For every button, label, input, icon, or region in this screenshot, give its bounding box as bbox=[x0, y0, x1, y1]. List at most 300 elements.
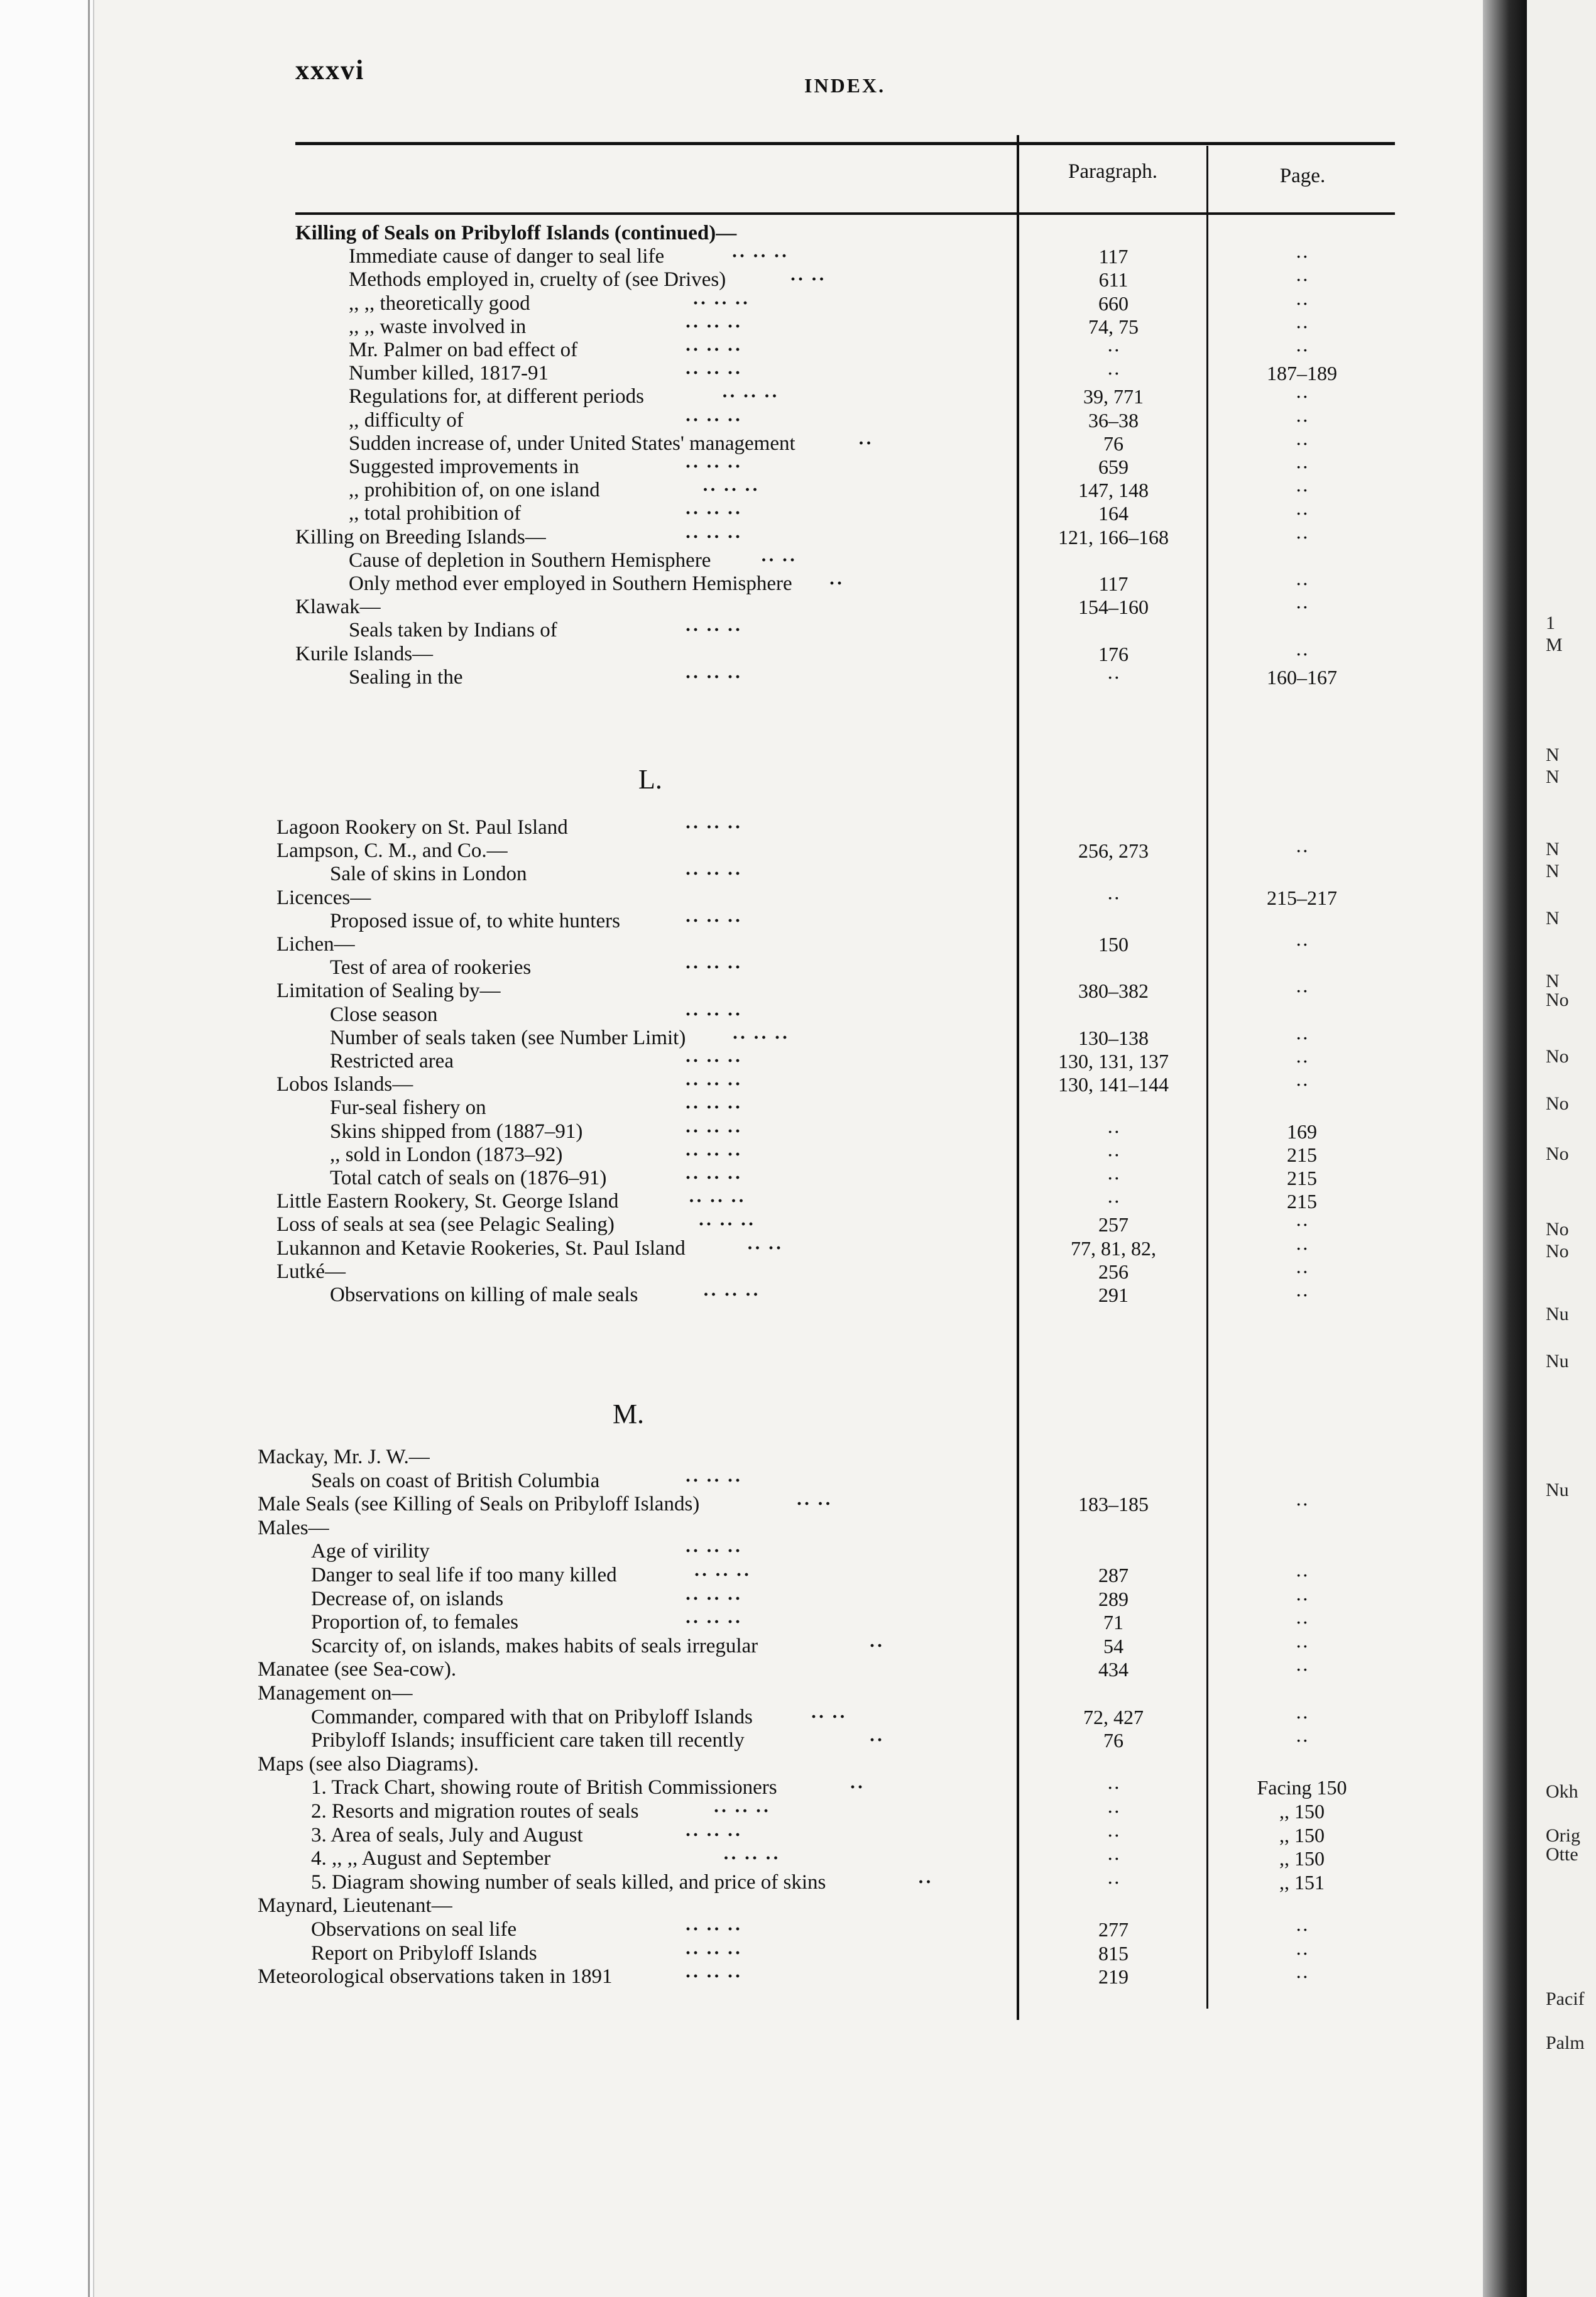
page-reference: Facing 150 bbox=[1257, 1776, 1347, 1799]
index-entry bbox=[0, 1213, 1483, 1236]
page-reference: ·· bbox=[1295, 1611, 1309, 1634]
facing-page-fragment: N bbox=[1546, 767, 1560, 787]
index-entry bbox=[0, 1870, 1483, 1894]
index-entry bbox=[0, 1563, 1483, 1587]
page-reference: 160–167 bbox=[1267, 665, 1337, 689]
entry-heading: Lagoon Rookery on St. Paul Island bbox=[276, 816, 568, 839]
paragraph-column-header: Paragraph. bbox=[1068, 160, 1158, 183]
index-entry bbox=[0, 1260, 1483, 1284]
index-entry bbox=[0, 642, 1483, 666]
index-entry bbox=[0, 1752, 1483, 1776]
leader-dots: ·· ·· ·· bbox=[731, 246, 789, 267]
paragraph-reference: ·· bbox=[1107, 1800, 1120, 1823]
index-entry bbox=[0, 292, 1483, 315]
paragraph-reference: ·· bbox=[1107, 1190, 1120, 1213]
entry-heading: Mackay, Mr. J. W.— bbox=[258, 1446, 430, 1468]
paragraph-reference: 76 bbox=[1103, 432, 1123, 455]
section-letter-l: L. bbox=[638, 764, 662, 795]
page-reference: 187–189 bbox=[1267, 362, 1337, 385]
entry-heading: Maps (see also Diagrams). bbox=[258, 1752, 479, 1776]
facing-page-fragment: Nu bbox=[1546, 1304, 1569, 1324]
page-reference: ·· bbox=[1295, 1236, 1309, 1260]
index-entry bbox=[0, 1026, 1483, 1050]
index-entry bbox=[0, 1894, 1483, 1918]
entry-heading: Observations on seal life bbox=[311, 1918, 517, 1941]
leader-dots: ·· ·· ·· bbox=[685, 339, 743, 360]
section-letter-m: M. bbox=[612, 1399, 645, 1429]
entry-heading: Restricted area bbox=[330, 1050, 454, 1072]
leader-dots: ·· ·· ·· bbox=[685, 363, 743, 384]
paragraph-reference: 77, 81, 82, bbox=[1071, 1236, 1156, 1260]
page-reference: ·· bbox=[1295, 432, 1309, 455]
page-reference: ·· bbox=[1295, 572, 1309, 595]
facing-page-fragment: No bbox=[1546, 1046, 1569, 1067]
index-entry bbox=[0, 572, 1483, 596]
paragraph-reference: 257 bbox=[1098, 1213, 1129, 1236]
paragraph-reference: 380–382 bbox=[1078, 979, 1149, 1003]
page-reference: ·· bbox=[1295, 979, 1309, 1003]
index-entry bbox=[0, 315, 1483, 339]
paragraph-reference: 76 bbox=[1103, 1729, 1123, 1752]
paragraph-reference: 117 bbox=[1098, 572, 1129, 595]
page-reference: ·· bbox=[1295, 1705, 1309, 1728]
index-entry bbox=[0, 385, 1483, 408]
entry-heading: Suggested improvements in bbox=[349, 456, 579, 478]
facing-page-fragment: Nu bbox=[1546, 1480, 1569, 1500]
paragraph-reference: ·· bbox=[1107, 1823, 1120, 1847]
page-reference: ·· bbox=[1295, 1634, 1309, 1657]
index-entry bbox=[0, 1049, 1483, 1073]
page-reference: ,, 150 bbox=[1279, 1823, 1325, 1847]
leader-dots: ·· ·· ·· bbox=[685, 1074, 743, 1095]
entry-heading: Proportion of, to females bbox=[311, 1611, 518, 1634]
page-reference: ·· bbox=[1295, 1918, 1309, 1941]
page-title: INDEX. bbox=[804, 74, 886, 97]
entry-heading: Sealing in the bbox=[349, 665, 463, 689]
facing-page-fragment: Nu bbox=[1546, 1351, 1569, 1372]
entry-heading: ,, sold in London (1873–92) bbox=[330, 1143, 563, 1166]
entry-heading: Kurile Islands— bbox=[295, 642, 434, 665]
index-entry bbox=[0, 525, 1483, 549]
entry-heading: Lichen— bbox=[276, 933, 355, 956]
leader-dots: ·· ·· ·· bbox=[685, 1120, 743, 1142]
paragraph-reference: 611 bbox=[1098, 268, 1129, 292]
entry-heading: Killing of Seals on Pribyloff Islands (continued)— bbox=[295, 222, 737, 244]
page-reference: ·· bbox=[1295, 339, 1309, 361]
paragraph-reference: ·· bbox=[1107, 362, 1120, 385]
facing-page-fragment: No bbox=[1546, 1093, 1569, 1114]
entry-heading: Seals on coast of British Columbia bbox=[311, 1469, 600, 1492]
entry-heading: Mr. Palmer on bad effect of bbox=[349, 339, 578, 361]
entry-heading: Pribyloff Islands; insufficient care taken till recently bbox=[311, 1729, 745, 1752]
entry-heading: Meteorological observations taken in 1891 bbox=[258, 1965, 613, 1989]
entry-heading: Maynard, Lieutenant— bbox=[258, 1894, 452, 1918]
index-entry bbox=[0, 1610, 1483, 1634]
leader-dots: ·· ·· ·· bbox=[685, 456, 743, 477]
paragraph-reference: 130, 141–144 bbox=[1058, 1073, 1169, 1096]
paragraph-reference: 256, 273 bbox=[1078, 839, 1149, 863]
page-reference: ·· bbox=[1295, 385, 1309, 408]
top-rule bbox=[295, 142, 1395, 145]
entry-heading: Seals taken by Indians of bbox=[349, 619, 557, 642]
index-entry bbox=[0, 862, 1483, 886]
entry-heading: ,, ,, waste involved in bbox=[349, 315, 527, 338]
entry-heading: Report on Pribyloff Islands bbox=[311, 1941, 537, 1965]
page-reference: ,, 151 bbox=[1279, 1870, 1325, 1894]
paragraph-reference: 256 bbox=[1098, 1260, 1129, 1283]
leader-dots: ·· bbox=[869, 1730, 885, 1751]
facing-page-fragment: Palm bbox=[1546, 2032, 1585, 2053]
index-entry bbox=[0, 1469, 1483, 1493]
entry-heading: Klawak— bbox=[295, 596, 381, 619]
index-entry bbox=[0, 1728, 1483, 1752]
page-reference: ·· bbox=[1295, 479, 1309, 502]
page-reference: ·· bbox=[1295, 933, 1309, 956]
leader-dots: ·· ·· ·· bbox=[685, 1050, 743, 1071]
facing-page-fragment: No bbox=[1546, 1219, 1569, 1240]
index-entry bbox=[0, 1236, 1483, 1260]
paragraph-reference: 434 bbox=[1098, 1658, 1129, 1681]
entry-heading: Total catch of seals on (1876–91) bbox=[330, 1167, 607, 1189]
paragraph-reference: 54 bbox=[1103, 1634, 1123, 1657]
page-reference: ·· bbox=[1295, 502, 1309, 525]
leader-dots: ·· ·· ·· bbox=[685, 1588, 743, 1609]
leader-dots: ·· ·· ·· bbox=[685, 503, 743, 524]
paragraph-reference: 183–185 bbox=[1078, 1493, 1149, 1516]
page-reference: ·· bbox=[1295, 1965, 1309, 1989]
entry-heading: Killing on Breeding Islands— bbox=[295, 525, 546, 548]
page-reference: ·· bbox=[1295, 456, 1309, 478]
paragraph-reference: 150 bbox=[1098, 933, 1129, 956]
paragraph-reference: ·· bbox=[1107, 1870, 1120, 1894]
index-entry bbox=[0, 979, 1483, 1003]
paragraph-reference: 72, 427 bbox=[1083, 1705, 1144, 1728]
leader-dots: ·· ·· ·· bbox=[721, 386, 779, 407]
index-entry bbox=[0, 932, 1483, 956]
leader-dots: ·· ·· ·· bbox=[685, 910, 743, 931]
entry-heading: Scarcity of, on islands, makes habits of seals irregular bbox=[311, 1634, 758, 1657]
entry-heading: Little Eastern Rookery, St. George Island bbox=[276, 1190, 619, 1213]
entry-heading: Regulations for, at different periods bbox=[349, 385, 645, 408]
leader-dots: ·· ·· bbox=[760, 549, 797, 570]
entry-heading: 1. Track Chart, showing route of British Commissioners bbox=[311, 1776, 777, 1799]
index-entry bbox=[0, 909, 1483, 933]
entry-heading: Number of seals taken (see Number Limit) bbox=[330, 1026, 686, 1049]
leader-dots: ·· bbox=[850, 1777, 865, 1798]
entry-heading: Lobos Islands— bbox=[276, 1073, 413, 1096]
index-entry bbox=[0, 1539, 1483, 1563]
paragraph-reference: 815 bbox=[1098, 1941, 1129, 1965]
paragraph-reference: 117 bbox=[1098, 245, 1129, 268]
index-entry bbox=[0, 1096, 1483, 1120]
leader-dots: ·· bbox=[917, 1871, 933, 1892]
page-reference: ·· bbox=[1295, 596, 1309, 619]
page-reference: ·· bbox=[1295, 315, 1309, 338]
paragraph-reference: 277 bbox=[1098, 1918, 1129, 1941]
entry-heading: Skins shipped from (1887–91) bbox=[330, 1120, 583, 1143]
leader-dots: ·· ·· ·· bbox=[685, 526, 743, 547]
index-entry bbox=[0, 1143, 1483, 1167]
leader-dots: ·· ·· ·· bbox=[702, 479, 760, 501]
leader-dots: ·· ·· ·· bbox=[685, 1470, 743, 1491]
paragraph-reference: 36–38 bbox=[1088, 408, 1139, 432]
paragraph-reference: 121, 166–168 bbox=[1058, 525, 1169, 548]
index-entry bbox=[0, 1516, 1483, 1540]
leader-dots: ·· ·· ·· bbox=[732, 1027, 790, 1048]
facing-page-fragment: M bbox=[1546, 635, 1563, 655]
entry-heading: 4. ,, ,, August and September bbox=[311, 1847, 551, 1870]
header-rule bbox=[295, 212, 1395, 215]
page-reference: ·· bbox=[1295, 1587, 1309, 1610]
index-entry bbox=[0, 1445, 1483, 1469]
paragraph-reference: ·· bbox=[1107, 1143, 1120, 1166]
index-entry bbox=[0, 816, 1483, 839]
paragraph-reference: 154–160 bbox=[1078, 596, 1149, 619]
facing-page-fragment: N bbox=[1546, 839, 1560, 859]
entry-heading: Lukannon and Ketavie Rookeries, St. Paul Island bbox=[276, 1236, 686, 1260]
entry-heading: Commander, compared with that on Pribyloff Islands bbox=[311, 1705, 753, 1728]
entry-heading: Methods employed in, cruelty of (see Drives) bbox=[349, 268, 726, 292]
index-entry bbox=[0, 361, 1483, 385]
entry-heading: Limitation of Sealing by— bbox=[276, 979, 501, 1003]
entry-heading: Sale of skins in London bbox=[330, 863, 527, 886]
page-reference: ·· bbox=[1295, 1050, 1309, 1072]
entry-heading: Fur-seal fishery on bbox=[330, 1096, 486, 1120]
facing-page-fragment: No bbox=[1546, 990, 1569, 1010]
leader-dots: ·· ·· ·· bbox=[685, 1143, 743, 1165]
entry-heading: Test of area of rookeries bbox=[330, 956, 532, 979]
facing-page-fragment: N bbox=[1546, 971, 1560, 991]
index-entry bbox=[0, 886, 1483, 910]
paragraph-reference: 289 bbox=[1098, 1587, 1129, 1610]
paragraph-reference: ·· bbox=[1107, 1167, 1120, 1189]
page-reference: ,, 150 bbox=[1279, 1800, 1325, 1823]
paragraph-reference: 130–138 bbox=[1078, 1026, 1149, 1049]
entry-heading: Cause of depletion in Southern Hemisphere bbox=[349, 548, 711, 572]
index-entry bbox=[0, 1847, 1483, 1870]
index-entry bbox=[0, 1657, 1483, 1681]
entry-heading: Observations on killing of male seals bbox=[330, 1284, 638, 1306]
entry-heading: ,, difficulty of bbox=[349, 408, 464, 432]
entry-heading: Lampson, C. M., and Co.— bbox=[276, 839, 508, 863]
facing-page-fragment: N bbox=[1546, 745, 1560, 765]
entry-heading: ,, prohibition of, on one island bbox=[349, 479, 600, 502]
index-entry bbox=[0, 618, 1483, 642]
paragraph-reference: 164 bbox=[1098, 502, 1129, 525]
index-entry bbox=[0, 1492, 1483, 1516]
entry-heading: Licences— bbox=[276, 886, 371, 909]
book-gutter bbox=[1483, 0, 1527, 2297]
entry-heading: Management on— bbox=[258, 1682, 413, 1705]
index-entry bbox=[0, 1776, 1483, 1799]
page-reference: ·· bbox=[1295, 1073, 1309, 1096]
entry-heading: Male Seals (see Killing of Seals on Pribyloff Islands) bbox=[258, 1493, 700, 1516]
index-entry bbox=[0, 478, 1483, 502]
leader-dots: ·· bbox=[869, 1635, 885, 1656]
entry-heading: Males— bbox=[258, 1516, 329, 1539]
paragraph-reference: 660 bbox=[1098, 292, 1129, 315]
index-entry bbox=[0, 408, 1483, 432]
paragraph-reference: 176 bbox=[1098, 642, 1129, 665]
index-entry bbox=[0, 1799, 1483, 1823]
page-reference: ·· bbox=[1295, 245, 1309, 268]
facing-page-fragment: Okh bbox=[1546, 1781, 1578, 1802]
paragraph-reference: 291 bbox=[1098, 1284, 1129, 1306]
index-entry bbox=[0, 1283, 1483, 1307]
paragraph-reference: ·· bbox=[1107, 886, 1120, 909]
paragraph-reference: ·· bbox=[1107, 339, 1120, 361]
entry-heading: Immediate cause of danger to seal life bbox=[349, 245, 665, 268]
leader-dots: ·· ·· bbox=[790, 269, 826, 290]
leader-dots: ·· ·· ·· bbox=[692, 292, 750, 314]
page-reference: 215–217 bbox=[1267, 886, 1337, 909]
leader-dots: ·· ·· ·· bbox=[685, 1919, 743, 1940]
index-entry bbox=[0, 1120, 1483, 1143]
facing-page-edge bbox=[1527, 0, 1596, 2297]
leader-dots: ·· ·· ·· bbox=[688, 1191, 746, 1212]
leader-dots: ·· ·· ·· bbox=[685, 1167, 743, 1188]
leader-dots: ·· ·· ·· bbox=[685, 619, 743, 641]
index-entry bbox=[0, 665, 1483, 689]
paragraph-reference: ·· bbox=[1107, 1120, 1120, 1143]
paragraph-reference: ·· bbox=[1107, 1847, 1120, 1870]
index-entry bbox=[0, 548, 1483, 572]
index-entry bbox=[0, 1166, 1483, 1190]
index-entry bbox=[0, 268, 1483, 292]
entry-heading: ,, ,, theoretically good bbox=[349, 292, 530, 315]
entry-heading: Proposed issue of, to white hunters bbox=[330, 909, 620, 932]
entry-heading: Danger to seal life if too many killed bbox=[311, 1564, 617, 1586]
index-entry bbox=[0, 1823, 1483, 1847]
paragraph-reference: 147, 148 bbox=[1078, 479, 1149, 502]
index-entry bbox=[0, 501, 1483, 525]
leader-dots: ·· ·· ·· bbox=[685, 1966, 743, 1987]
entry-heading: Number killed, 1817-91 bbox=[349, 362, 549, 385]
index-entry bbox=[0, 1681, 1483, 1705]
page-column-header: Page. bbox=[1279, 165, 1326, 187]
index-entry bbox=[0, 1072, 1483, 1096]
leader-dots: ·· ·· bbox=[811, 1706, 847, 1727]
entry-heading: Loss of seals at sea (see Pelagic Sealing) bbox=[276, 1213, 615, 1236]
facing-page-fragment: No bbox=[1546, 1241, 1569, 1262]
facing-page-fragment: No bbox=[1546, 1143, 1569, 1164]
leader-dots: ·· ·· ·· bbox=[685, 409, 743, 430]
leader-dots: ·· bbox=[829, 573, 844, 594]
entry-heading: Sudden increase of, under United States' management bbox=[349, 432, 795, 455]
entry-heading: ,, total prohibition of bbox=[349, 502, 522, 525]
index-entry bbox=[0, 338, 1483, 362]
page-reference: 215 bbox=[1287, 1167, 1317, 1189]
leader-dots: ·· ·· ·· bbox=[685, 1612, 743, 1633]
page-reference: ·· bbox=[1295, 1493, 1309, 1516]
facing-page-fragment: N bbox=[1546, 861, 1560, 881]
page-reference: ·· bbox=[1295, 292, 1309, 315]
page-number: xxxvi bbox=[295, 55, 365, 85]
facing-page-fragment: Pacif bbox=[1546, 1989, 1585, 2009]
leader-dots: ·· ·· ·· bbox=[685, 1824, 743, 1845]
paragraph-reference: 219 bbox=[1098, 1965, 1129, 1989]
paragraph-reference: 287 bbox=[1098, 1564, 1129, 1586]
facing-page-fragment: N bbox=[1546, 908, 1560, 929]
index-entry bbox=[0, 839, 1483, 863]
page-reference: ·· bbox=[1295, 642, 1309, 665]
page-reference: ·· bbox=[1295, 525, 1309, 548]
entry-heading: 2. Resorts and migration routes of seals bbox=[311, 1800, 639, 1823]
page-reference: ·· bbox=[1295, 1941, 1309, 1965]
entry-heading: Manatee (see Sea-cow). bbox=[258, 1658, 457, 1681]
index-entry bbox=[0, 1634, 1483, 1658]
leader-dots: ·· ·· ·· bbox=[685, 863, 743, 885]
entry-heading: Lutké— bbox=[276, 1260, 346, 1283]
page-reference: ·· bbox=[1295, 1026, 1309, 1049]
leader-dots: ·· ·· ·· bbox=[713, 1801, 771, 1821]
index-entry bbox=[0, 1918, 1483, 1941]
index-entry bbox=[0, 1705, 1483, 1729]
index-entry bbox=[0, 1189, 1483, 1213]
leader-dots: ·· ·· ·· bbox=[698, 1214, 756, 1235]
leader-dots: ·· ·· ·· bbox=[685, 1003, 743, 1025]
page-reference: ·· bbox=[1295, 1658, 1309, 1681]
entry-heading: Decrease of, on islands bbox=[311, 1587, 504, 1610]
page-reference: ,, 150 bbox=[1279, 1847, 1325, 1870]
leader-dots: ·· ·· ·· bbox=[685, 957, 743, 978]
paragraph-reference: 39, 771 bbox=[1083, 385, 1144, 408]
facing-page-fragment: Orig bbox=[1546, 1825, 1580, 1846]
page-reference: 215 bbox=[1287, 1143, 1317, 1166]
paragraph-reference: 659 bbox=[1098, 456, 1129, 478]
page-reference: ·· bbox=[1295, 1729, 1309, 1752]
page-reference: ·· bbox=[1295, 408, 1309, 432]
leader-dots: ·· bbox=[858, 432, 873, 454]
leader-dots: ·· ·· ·· bbox=[685, 1942, 743, 1963]
leader-dots: ·· ·· ·· bbox=[694, 1564, 752, 1585]
index-entry bbox=[0, 595, 1483, 619]
index-entry bbox=[0, 1587, 1483, 1611]
entry-heading: Close season bbox=[330, 1003, 438, 1026]
page-reference: ·· bbox=[1295, 1284, 1309, 1306]
facing-page-fragment: Otte bbox=[1546, 1844, 1578, 1865]
index-entry bbox=[0, 956, 1483, 979]
leader-dots: ·· ·· bbox=[796, 1493, 833, 1515]
paragraph-reference: 74, 75 bbox=[1088, 315, 1139, 338]
page-reference: 169 bbox=[1287, 1120, 1317, 1143]
index-entry bbox=[0, 1965, 1483, 1989]
leader-dots: ·· ·· ·· bbox=[685, 1541, 743, 1562]
leader-dots: ·· ·· ·· bbox=[685, 817, 743, 838]
entry-heading: 5. Diagram showing number of seals killed, and price of skins bbox=[311, 1870, 826, 1894]
index-entry bbox=[0, 432, 1483, 456]
index-entry bbox=[0, 1941, 1483, 1965]
index-entry bbox=[0, 244, 1483, 268]
paragraph-reference: 71 bbox=[1103, 1611, 1123, 1634]
entry-heading: 3. Area of seals, July and August bbox=[311, 1823, 583, 1847]
entry-heading: Age of virility bbox=[311, 1540, 430, 1563]
entry-heading: Only method ever employed in Southern Hemisphere bbox=[349, 572, 792, 595]
page-reference: ·· bbox=[1295, 1564, 1309, 1586]
leader-dots: ·· ·· bbox=[746, 1237, 784, 1258]
paragraph-reference: ·· bbox=[1107, 1776, 1120, 1799]
paragraph-reference: 130, 131, 137 bbox=[1058, 1050, 1169, 1072]
paragraph-reference: ·· bbox=[1107, 665, 1120, 689]
leader-dots: ·· ·· ·· bbox=[685, 315, 743, 337]
index-entry bbox=[0, 455, 1483, 479]
page-reference: ·· bbox=[1295, 268, 1309, 292]
page-reference: 215 bbox=[1287, 1190, 1317, 1213]
leader-dots: ·· ·· ·· bbox=[702, 1284, 760, 1305]
page-reference: ·· bbox=[1295, 839, 1309, 863]
page-reference: ·· bbox=[1295, 1213, 1309, 1236]
facing-page-fragment: 1 bbox=[1546, 613, 1555, 633]
